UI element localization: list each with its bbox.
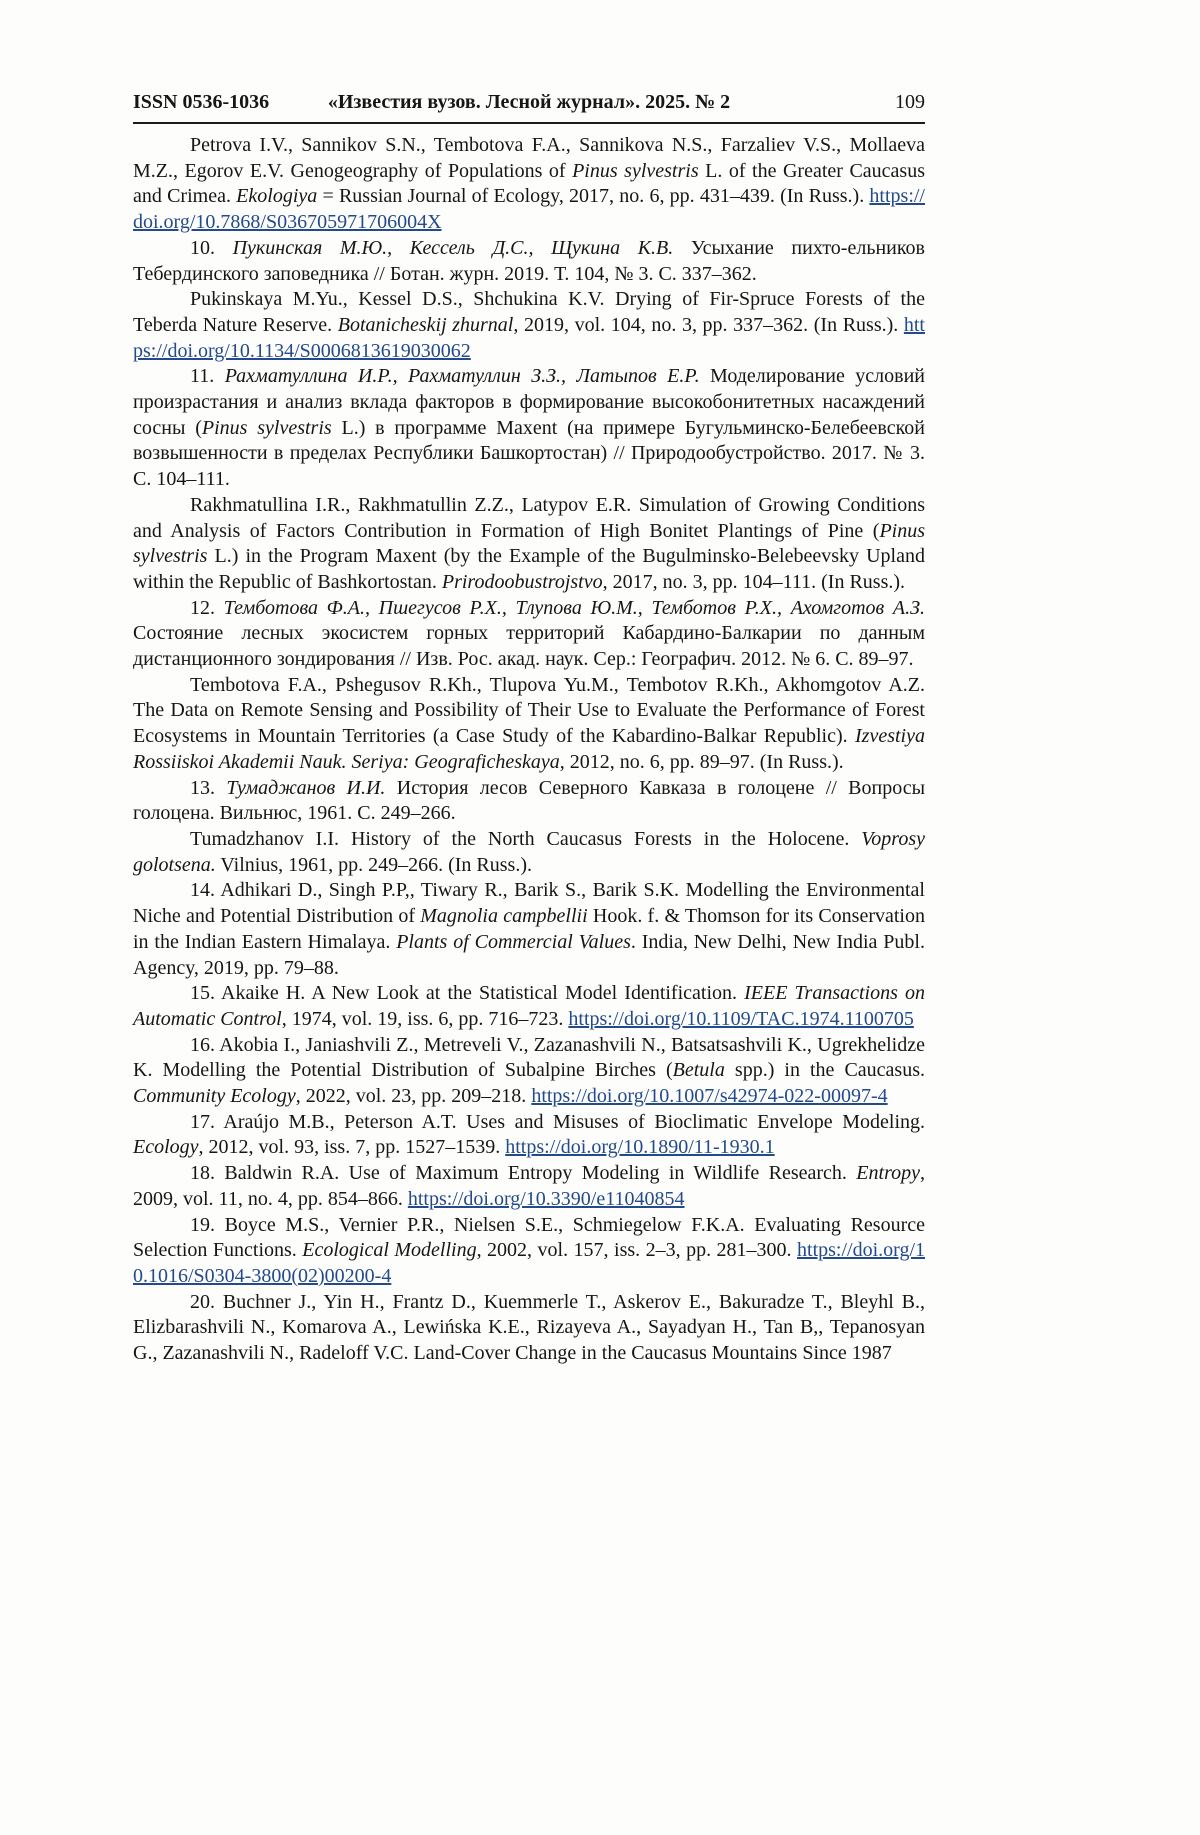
reference-entry [133, 236, 925, 287]
italic-text: Pinus sylvestris [133, 519, 925, 568]
reference-text: Vilnius, 1961, pp. 249–266. (In Russ.). [215, 853, 533, 876]
doi-link[interactable]: https://doi.org/10.1109/TAC.1974.1100705 [568, 1007, 914, 1030]
reference-text: . India, New Delhi, New India Publ. Agency, 2019, pp. 79–88. [133, 930, 925, 979]
reference-text: 12. [190, 596, 224, 619]
reference-text: L. of the Greater Caucasus and Crimea. [133, 159, 925, 208]
italic-text: Ekologiya [236, 185, 318, 208]
reference-entry [133, 1110, 925, 1161]
italic-text: Pinus sylvestris [572, 159, 699, 182]
italic-text: Community Ecology [133, 1085, 296, 1108]
doi-link[interactable]: https://doi.org/10.1890/11-1930.1 [505, 1136, 775, 1159]
reference-text: L.) in the Program Maxent (by the Example of the Bugulminsko-Belebeevsky Upland within the Republic of Bashkortostan. [133, 545, 925, 593]
reference-entry [133, 1290, 925, 1367]
journal-title: «Известия вузов. Лесной журнал». 2025. № 2 [327, 91, 731, 113]
doi-link[interactable]: https://doi.org/10.3390/e11040854 [407, 1187, 685, 1210]
reference-entry [133, 981, 925, 1032]
reference-text: Tembotova F.A., Pshegusov R.Kh., Tlupova Yu.M., Tembotov R.Kh., Akhomgotov A.Z. The Data on Remote Sensing and Possibility of Their Use to Evaluate the Performance of Forest Ecosystems in Mountain Territories (a Case Study of the Kabardino-Balkar Republic). [133, 673, 925, 748]
reference-entry [133, 878, 925, 981]
page-content [133, 90, 925, 1367]
reference-entry [133, 776, 925, 827]
reference-entry [133, 1161, 925, 1212]
reference-entry [133, 596, 925, 673]
reference-entry [133, 827, 925, 878]
italic-text: Рахматуллина И.Р., Рахматуллин З.З., Латыпов Е.Р. [224, 365, 700, 388]
italic-text: Ecological Modelling [302, 1239, 477, 1262]
reference-entry [133, 287, 925, 364]
reference-text: Petrova I.V., Sannikov S.N., Tembotova F.A., Sannikova N.S., Farzaliev V.S., Mollaeva M.Z., Egorov E.V. Genogeography of Populations of [133, 134, 925, 182]
reference-entry [133, 673, 925, 776]
reference-text: , 2017, no. 3, pp. 104–111. (In Russ.). [602, 570, 906, 593]
doi-link[interactable]: https://doi.org/10.1016/S0304-3800(02)00200-4 [133, 1239, 925, 1287]
italic-text: Ecology [133, 1136, 199, 1159]
italic-text: Botanicheskij zhurnal [337, 313, 514, 336]
reference-text: , 2012, no. 6, pp. 89–97. (In Russ.). [559, 750, 844, 773]
reference-text: 14. Adhikari D., Singh P.P,, Tiwary R., Barik S., Barik S.K. Modelling the Environmental Niche and Potential Distribution of [133, 879, 925, 928]
italic-text: Betula [672, 1059, 725, 1082]
italic-text: Пукинская М.Ю., Кессель Д.С., Щукина К.В. [232, 236, 674, 259]
reference-entry [133, 364, 925, 493]
reference-text: 15. Akaike H. A New Look at the Statistical Model Identification. [190, 982, 745, 1005]
reference-text: 16. Akobia I., Janiashvili Z., Metreveli V., Zazanashvili N., Batsatsashvili K., Ugrekhelidze K. Modelling the Potential Distribution of Subalpine Birches ( [133, 1033, 925, 1082]
italic-text: Voprosy golotsena. [133, 827, 925, 876]
reference-text: = Russian Journal of Ecology, 2017, no. 6, pp. 431–439. (In Russ.). [317, 185, 870, 208]
issn-label: ISSN 0536-1036 [133, 91, 270, 113]
reference-text: Состояние лесных экосистем горных территорий Кабардино-Балкарии по данным дистанционного зондирования // Изв. Рос. акад. наук. Сер.: Географич. 2012. № 6. С. 89–97. [133, 622, 925, 671]
reference-text: 18. Baldwin R.A. Use of Maximum Entropy Modeling in Wildlife Research. [190, 1162, 857, 1185]
reference-entry [133, 1033, 925, 1110]
reference-text: Pukinskaya M.Yu., Kessel D.S., Shchukina K.V. Drying of Fir-Spruce Forests of the Teberda Nature Reserve. [133, 288, 925, 336]
references-list [133, 133, 925, 1367]
italic-text: Prirodoobustrojstvo [441, 570, 603, 593]
reference-text: 11. [190, 365, 225, 388]
reference-text: Rakhmatullina I.R., Rakhmatullin Z.Z., Latypov E.R. Simulation of Growing Conditions and Analysis of Factors Contribution in Formation of High Bonitet Plantings of Pine ( [133, 493, 925, 542]
italic-text: Pinus sylvestris [201, 416, 332, 439]
reference-text: 13. [190, 776, 227, 799]
italic-text: Plants of Commercial Values [396, 930, 631, 953]
italic-text: IEEE Transactions on Automatic Control [133, 982, 925, 1030]
reference-text: , 2022, vol. 23, pp. 209–218. [295, 1085, 532, 1108]
reference-text: , 2009, vol. 11, no. 4, pp. 854–866. [133, 1162, 925, 1210]
italic-text: Тумаджанов И.И. [226, 776, 386, 799]
reference-entry [133, 493, 925, 596]
page-number: 109 [895, 91, 925, 113]
reference-text: 17. Araújo M.B., Peterson A.T. Uses and Misuses of Bioclimatic Envelope Modeling. [190, 1110, 925, 1133]
reference-text: Моделирование условий произрастания и анализ вклада факторов в формирование высокобонитетных насаждений сосны ( [133, 365, 925, 439]
reference-text: Hook. f. & Thomson for its Conservation in the Indian Eastern Himalaya. [133, 905, 925, 953]
reference-text: spp.) in the Caucasus. [724, 1059, 925, 1082]
reference-text: История лесов Северного Кавказа в голоцене // Вопросы голоцена. Вильнюс, 1961. С. 249–266. [133, 776, 926, 825]
reference-text: , 2019, vol. 104, no. 3, pp. 337–362. (In Russ.). [513, 313, 904, 336]
doi-link[interactable]: https://doi.org/10.7868/S036705971706004X [133, 185, 925, 234]
doi-link[interactable]: https://doi.org/10.1134/S0006813619030062 [133, 313, 925, 362]
reference-text: , 2012, vol. 93, iss. 7, pp. 1527–1539. [198, 1136, 506, 1159]
doi-link[interactable]: https://doi.org/10.1007/s42974-022-00097-4 [531, 1085, 888, 1108]
reference-entry [133, 133, 925, 236]
reference-text: 20. Buchner J., Yin H., Frantz D., Kuemmerle T., Askerov E., Bakuradze T., Bleyhl B., Elizbarashvili N., Komarova A., Lewińska K.E., Rizayeva A., Sayadyan H., Tan B,, Tepanosyan G., Zazanashvili N., Radeloff V.C. Land-Cover Change in the Caucasus Mountains Since 1987 [133, 1290, 925, 1365]
italic-text: Magnolia campbellii [420, 905, 588, 928]
reference-entry [133, 1213, 925, 1290]
header-divider [133, 122, 925, 124]
italic-text: Izvestiya Rossiiskoi Akademii Nauk. Seriya: Geograficheskaya [133, 725, 925, 773]
italic-text: Entropy [856, 1162, 920, 1185]
reference-text: , 1974, vol. 19, iss. 6, pp. 716–723. [281, 1007, 569, 1030]
reference-text: 19. Boyce M.S., Vernier P.R., Nielsen S.E., Schmiegelow F.K.A. Evaluating Resource Selection Functions. [133, 1213, 925, 1262]
italic-text: Темботова Ф.А., Пшегусов Р.Х., Тлупова Ю.М., Темботов Р.Х., Ахомготов А.З. [223, 596, 926, 619]
reference-text: L.) в программе Maxent (на примере Бугульминско-Белебеевской возвышенности в пределах Республики Башкортостан) // Природообустройство. 2017. № 3. С. 104–111. [133, 416, 925, 491]
reference-text: Tumadzhanov I.I. History of the North Caucasus Forests in the Holocene. [190, 827, 862, 850]
running-head [133, 90, 925, 116]
reference-text: , 2002, vol. 157, iss. 2–3, pp. 281–300. [476, 1239, 798, 1262]
reference-text: 10. [190, 236, 233, 259]
reference-text: Усыхание пихто-ельников Тебердинского заповедника // Ботан. журн. 2019. Т. 104, № 3. С. 337–362. [133, 236, 925, 285]
